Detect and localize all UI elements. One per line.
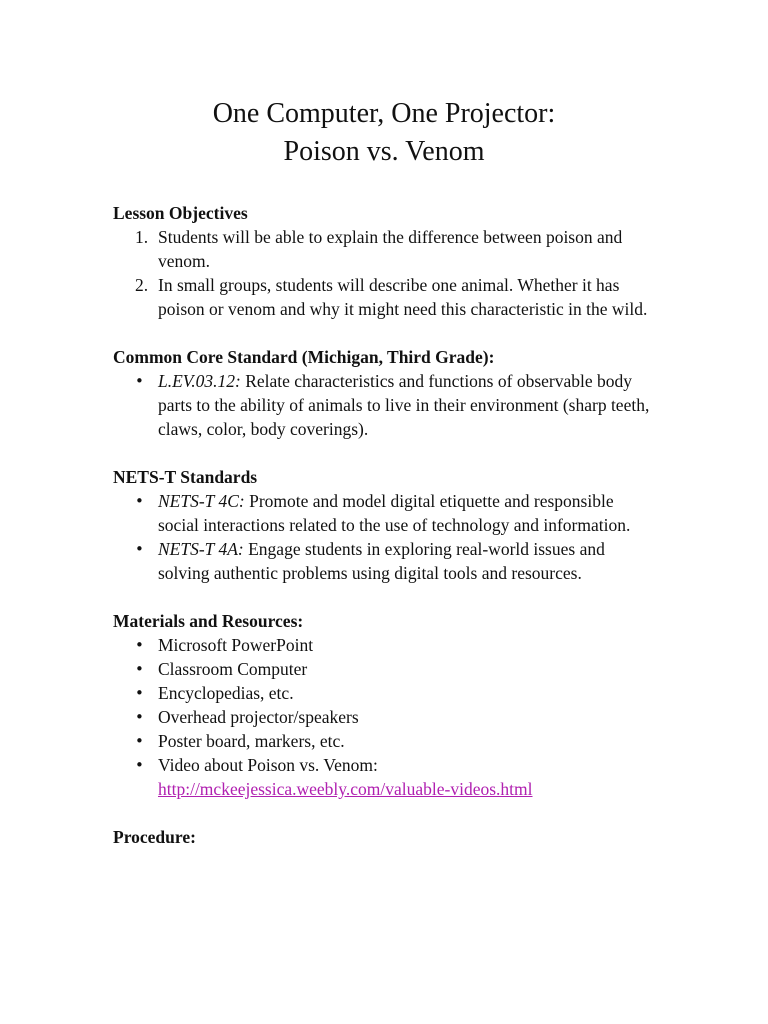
list-item: [113, 633, 658, 657]
list-item: [113, 681, 658, 705]
bullet-icon: •: [135, 660, 144, 678]
document-body: [113, 201, 658, 873]
nets-t-list: [113, 489, 658, 585]
standard-text: Promote and model digital etiquette and responsible social interactions related to the use of technology and information.: [158, 491, 631, 535]
nets-t-heading: NETS-T Standards: [113, 467, 258, 487]
materials-list: [113, 633, 658, 801]
standard-code: NETS-T 4C:: [158, 491, 245, 511]
bullet-icon: •: [135, 732, 144, 750]
material-text: Poster board, markers, etc.: [158, 731, 345, 751]
material-text: Classroom Computer: [158, 659, 308, 679]
objectives-list: [113, 225, 658, 321]
material-text: Overhead projector/speakers: [158, 707, 359, 727]
nets-t-section: [113, 465, 658, 585]
common-core-section: [113, 345, 658, 441]
list-item: [113, 225, 658, 273]
list-item: [113, 489, 658, 537]
standard-code: L.EV.03.12:: [158, 371, 241, 391]
material-text: Encyclopedias, etc.: [158, 683, 294, 703]
standard-text: Relate characteristics and functions of observable body parts to the ability of animals to live in their environment (sharp teeth, claws, color, body coverings).: [158, 371, 650, 439]
bullet-icon: •: [135, 636, 144, 654]
common-core-list: [113, 369, 658, 441]
list-item: [113, 705, 658, 729]
list-item: [113, 657, 658, 681]
standard-text: Engage students in exploring real-world issues and solving authentic problems using digital tools and resources.: [158, 539, 605, 583]
materials-heading: Materials and Resources:: [113, 611, 304, 631]
bullet-icon: •: [135, 540, 144, 558]
bullet-icon: •: [135, 372, 144, 390]
objective-text: Students will be able to explain the difference between poison and venom.: [158, 227, 623, 271]
common-core-heading: Common Core Standard (Michigan, Third Grade):: [113, 347, 495, 367]
bullet-icon: •: [135, 684, 144, 702]
list-number: 1.: [135, 227, 149, 247]
list-number: 2.: [135, 275, 149, 295]
standard-code: NETS-T 4A:: [158, 539, 244, 559]
bullet-icon: •: [135, 756, 144, 774]
lesson-objectives-section: [113, 201, 658, 321]
list-item: [113, 729, 658, 753]
procedure-heading: Procedure:: [113, 827, 196, 847]
materials-section: [113, 609, 658, 801]
material-text: Video about Poison vs. Venom:: [158, 755, 378, 775]
list-item: [113, 273, 658, 321]
list-item: [113, 753, 658, 801]
bullet-icon: •: [135, 708, 144, 726]
title-line-2: Poison vs. Venom: [283, 136, 485, 167]
lesson-objectives-heading: Lesson Objectives: [113, 203, 248, 223]
bullet-icon: •: [135, 492, 144, 510]
document-title: [0, 95, 768, 171]
material-text: Microsoft PowerPoint: [158, 635, 314, 655]
title-line-1: One Computer, One Projector:: [212, 98, 556, 129]
objective-text: In small groups, students will describe one animal. Whether it has poison or venom and why it might need this characteristic in the wild.: [158, 275, 648, 319]
procedure-section: [113, 825, 658, 849]
list-item: [113, 369, 658, 441]
list-item: [113, 537, 658, 585]
video-link[interactable]: http://mckeejessica.weebly.com/valuable-videos.html: [158, 779, 533, 799]
